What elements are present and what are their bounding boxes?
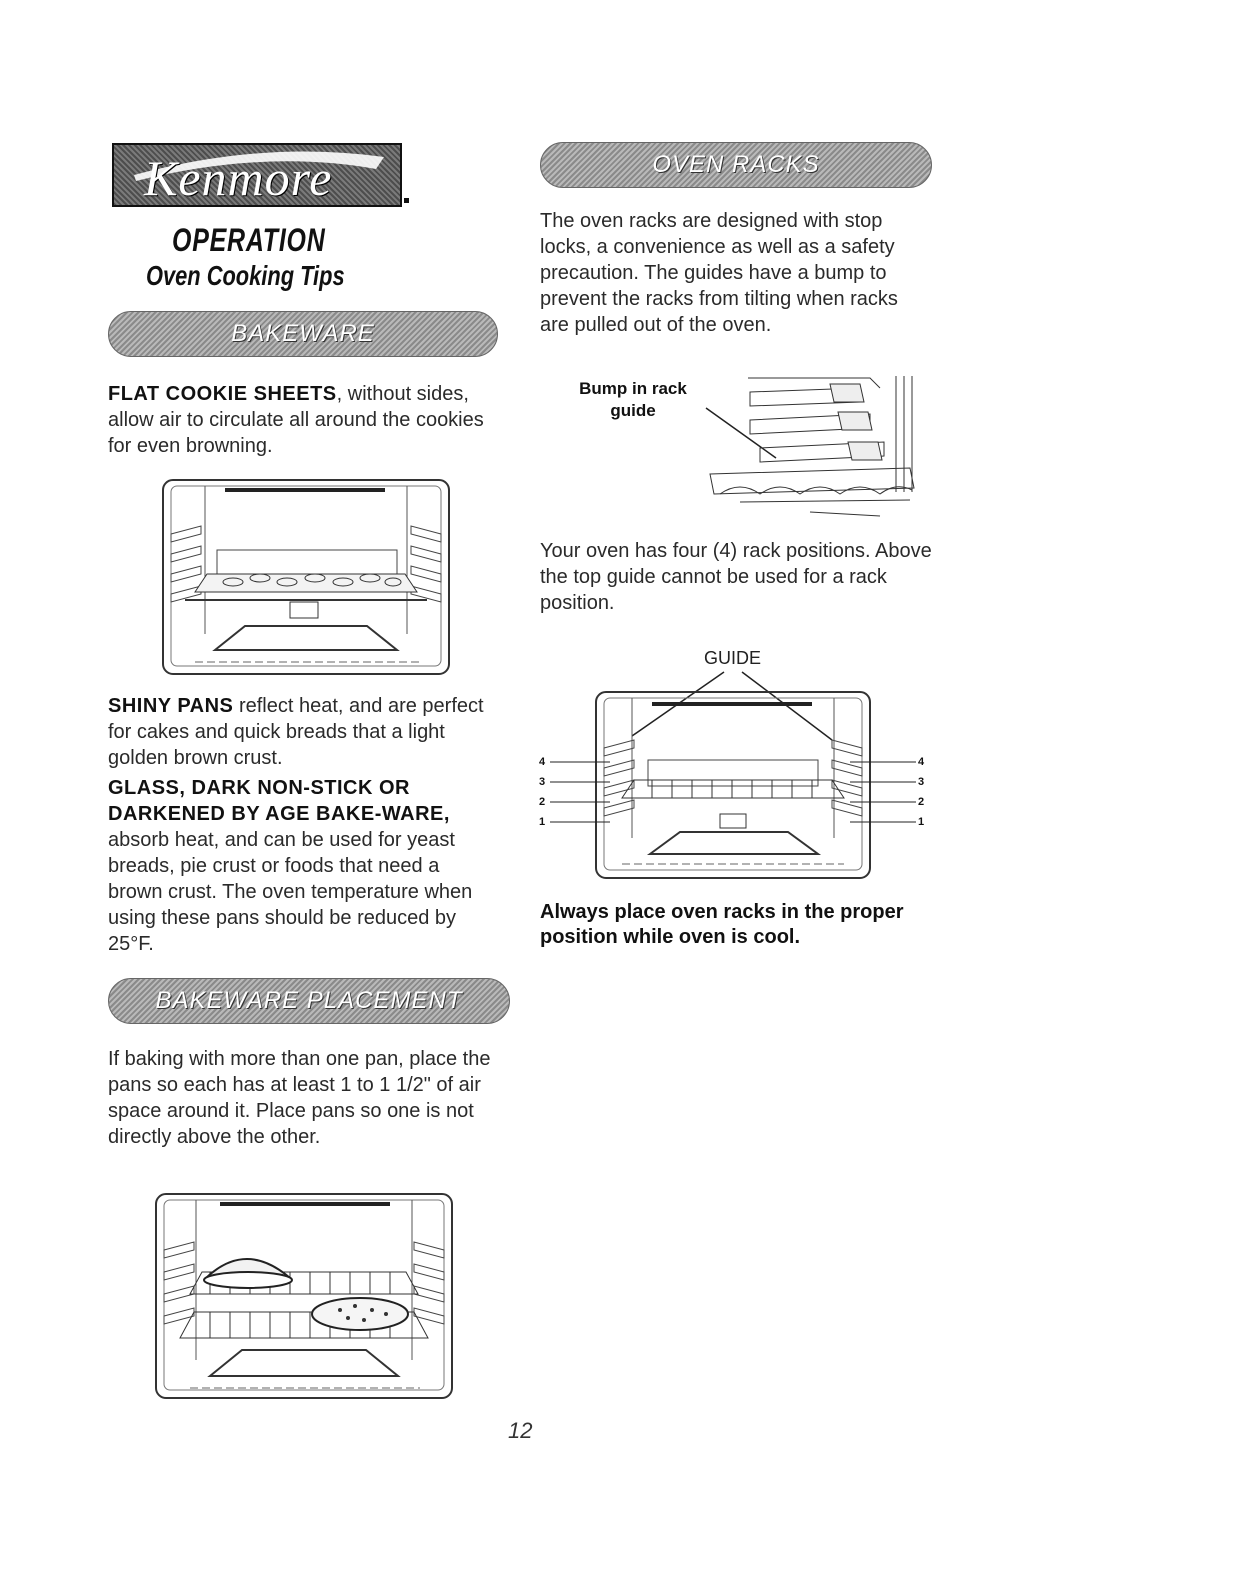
oven-racks-paragraph: The oven racks are designed with stop locks, a convenience as well as a safety precaution. The guides have a bump to prevent the racks from tilting when racks are pulled out of the oven.	[540, 210, 898, 336]
rack-warning: Always place oven racks in the proper position while oven is cool.	[540, 901, 904, 948]
guide-label: GUIDE	[704, 648, 762, 668]
page-number: 12	[508, 1418, 533, 1443]
logo-text: Kenmore	[144, 150, 333, 206]
rack-number-right-3: 3	[918, 776, 925, 788]
shiny-pans-lead: SHINY PANS	[108, 695, 234, 717]
dark-bakeware-paragraph	[108, 775, 488, 957]
rack-number-leaders	[538, 752, 930, 836]
flat-cookie-sheets-lead: FLAT COOKIE SHEETS	[108, 383, 337, 405]
oven-racks-banner	[540, 142, 932, 188]
rack-number-left-2: 2	[539, 796, 546, 808]
flat-cookie-sheets-text: , without sides, allow air to circulate all around the cookies for even browning.	[108, 383, 484, 457]
cookie-sheet-oven-illustration	[155, 474, 455, 680]
placement-paragraph: If baking with more than one pan, place the pans so each has at least 1 to 1 1/2" of air space around it. Place pans so one is not directly above the other.	[108, 1048, 491, 1148]
flat-cookie-sheets-paragraph	[108, 381, 498, 459]
rack-number-left-3: 3	[539, 776, 546, 788]
logo-dot	[404, 198, 409, 203]
shiny-pans-paragraph	[108, 693, 498, 771]
two-pans-oven-illustration	[150, 1190, 456, 1404]
page-title: OPERATION	[172, 222, 326, 258]
bakeware-placement-banner	[108, 978, 510, 1024]
bakeware-placement-heading: BAKEWARE PLACEMENT	[155, 987, 463, 1014]
rack-positions-paragraph: Your oven has four (4) rack positions. Above the top guide cannot be used for a rack position.	[540, 540, 932, 614]
bakeware-heading: BAKEWARE	[231, 320, 375, 347]
kenmore-logo	[112, 143, 402, 207]
rack-number-left-1: 1	[539, 816, 546, 828]
bakeware-banner	[108, 311, 498, 357]
dark-bakeware-text: absorb heat, and can be used for yeast breads, pie crust or foods that need a brown crust. The oven temperature when using these pans should be reduced by 25°F.	[108, 829, 473, 955]
oven-racks-heading: OVEN RACKS	[652, 151, 820, 178]
page-subtitle: Oven Cooking Tips	[146, 260, 345, 291]
rack-number-right-4: 4	[918, 756, 925, 768]
dark-bakeware-lead: GLASS, DARK NON-STICK OR DARKENED BY AGE BAKE-WARE,	[108, 777, 450, 825]
shiny-pans-text: reflect heat, and are perfect for cakes and quick breads that a light golden brown crust.	[108, 695, 484, 769]
rack-number-left-4: 4	[539, 756, 546, 768]
bump-in-rack-guide-label: Bump in rack guide	[579, 379, 687, 420]
rack-guide-bump-illustration	[700, 372, 922, 520]
rack-number-right-2: 2	[918, 796, 925, 808]
rack-number-right-1: 1	[918, 816, 925, 828]
